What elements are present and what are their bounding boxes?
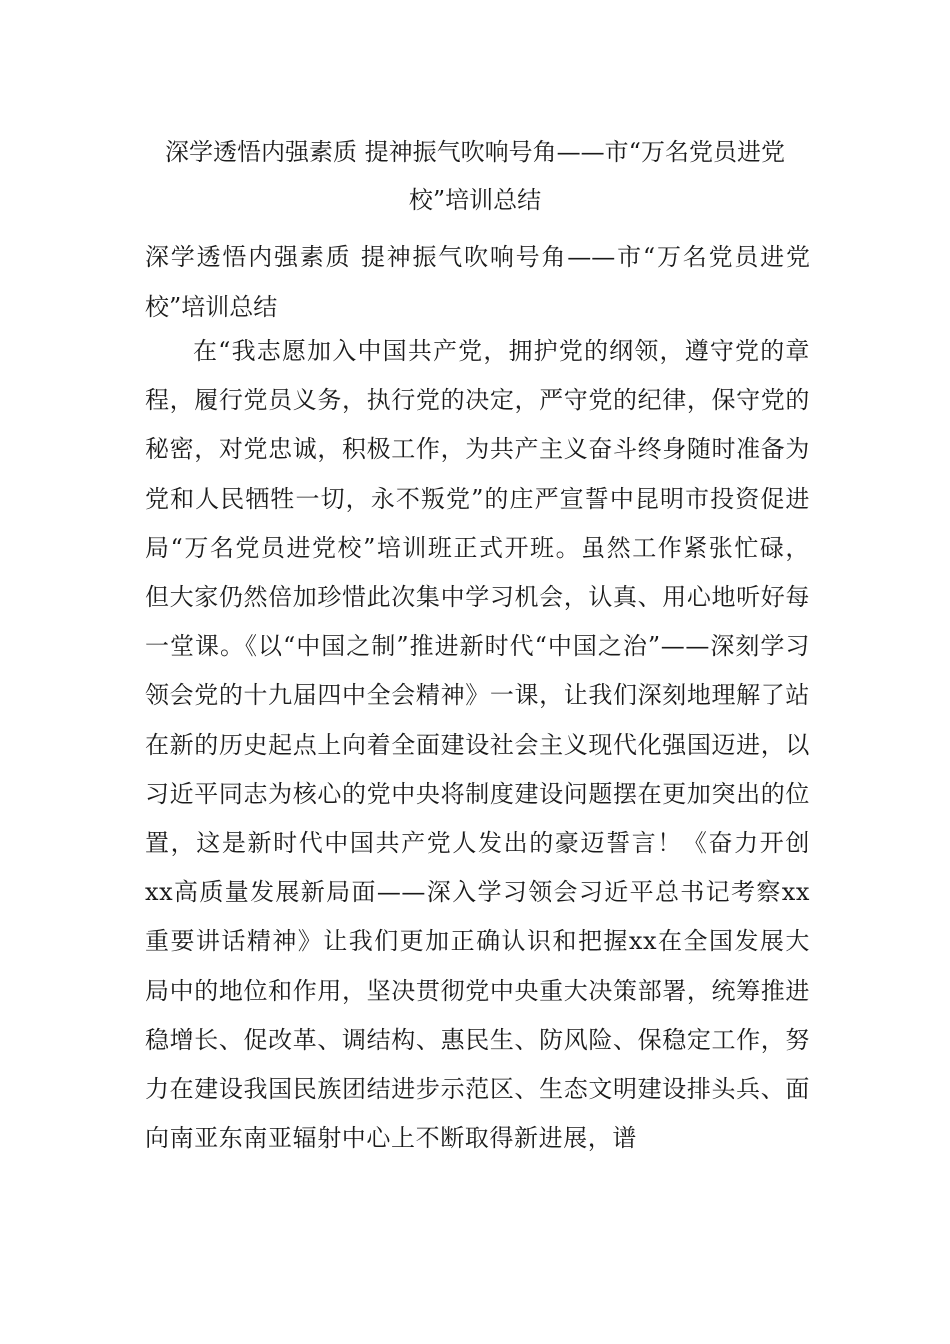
document-title: 深学透悟内强素质 提神振气吹响号角——市“万名党员进党校”培训总结	[165, 138, 785, 214]
body-paragraph: 在“我志愿加入中国共产党，拥护党的纲领，遵守党的章程，履行党员义务，执行党的决定，严守党的纪律，保守党的秘密，对党忠诚，积极工作，为共产主义奋斗终身随时准备为党和人民牺牲一切，永不叛党”的庄严宣誓中昆明市投资促进局“万名党员进党校”培训班正式开班。虽然工作紧张忙碌，但大家仍然倍加珍惜此次集中学习机会，认真、用心地听好每一堂课。《以“中国之制”推进新时代“中国之治”——深刻学习领会党的十九届四中全会精神》一课，让我们深刻地理解了站在新的历史起点上向着全面建设社会主义现代化强国迈进，以习近平同志为核心的党中央将制度建设问题摆在更加突出的位置，这是新时代中国共产党人发出的豪迈誓言！《奋力开创xx高质量发展新局面——深入学习领会习近平总书记考察xx重要讲话精神》让我们更加正确认识和把握xx在全国发展大局中的地位和作用，坚决贯彻党中央重大决策部署，统筹推进稳增长、促改革、调结构、惠民生、防风险、保稳定工作，努力在建设我国民族团结进步示范区、生态文明建设排头兵、面向南亚东南亚辐射中心上不断取得新进展，谱	[145, 337, 810, 1153]
document-subtitle: 深学透悟内强素质 提神振气吹响号角——市“万名党员进党校”培训总结	[145, 243, 810, 321]
